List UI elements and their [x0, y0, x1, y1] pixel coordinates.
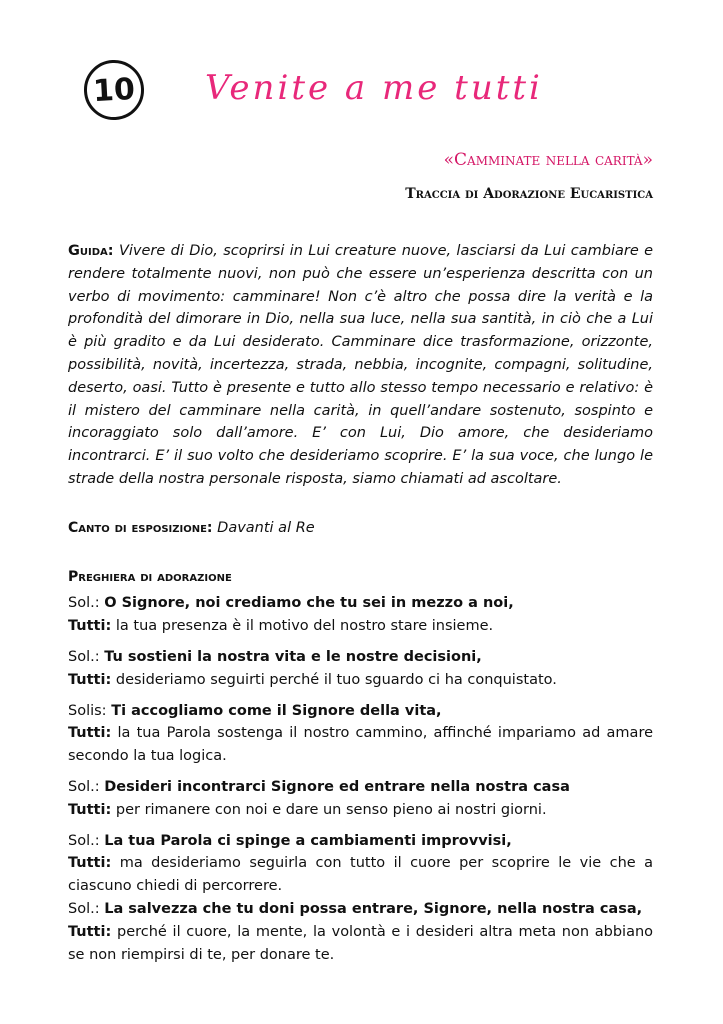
chapter-number-badge: 10 — [82, 58, 145, 121]
page-header — [0, 0, 723, 140]
tutti-label: Tutti: — [68, 801, 112, 818]
sol-text: La salvezza che tu doni possa entrare, Signore, nella nostra casa, — [104, 900, 643, 917]
sol-label: Sol.: — [68, 595, 100, 612]
canto-label: Canto di esposizione: — [68, 519, 213, 536]
prayer-item — [68, 592, 653, 638]
tutti-text: la tua presenza è il motivo del nostro stare insieme. — [115, 618, 494, 635]
prayer-item — [68, 776, 653, 822]
document-body — [68, 240, 653, 974]
sol-label: Sol.: — [68, 832, 100, 849]
guida-paragraph — [68, 240, 653, 491]
guida-label: Guida: — [68, 243, 114, 259]
tutti-text: per rimanere con noi e dare un senso pieno ai nostri giorni. — [115, 801, 547, 818]
sol-text: La tua Parola ci spinge a cambiamenti improvvisi, — [104, 832, 512, 849]
section-subtitle-secondary: Traccia di Adorazione Eucaristica — [405, 186, 653, 202]
tutti-label: Tutti: — [68, 855, 112, 872]
prayer-item — [68, 700, 653, 768]
sol-text: Desideri incontrarci Signore ed entrare nella nostra casa — [104, 778, 570, 795]
sol-label: Sol.: — [68, 900, 100, 917]
tutti-label: Tutti: — [68, 923, 112, 940]
tutti-text: la tua Parola sostenga il nostro cammino, affinché impariamo ad amare secondo la tua logica. — [68, 725, 654, 765]
prayer-item — [68, 898, 653, 966]
prayer-item — [68, 646, 653, 692]
canto-title: Davanti al Re — [217, 519, 315, 536]
sol-text: Tu sostieni la nostra vita e le nostre decisioni, — [104, 648, 482, 665]
sol-label: Sol.: — [68, 778, 100, 795]
tutti-text: desideriamo seguirti perché il tuo sguardo ci ha conquistato. — [115, 671, 557, 688]
guida-text: Vivere di Dio, scoprirsi in Lui creature nuove, lasciarsi da Lui cambiare e rendere totalmente nuovi, non può che essere un’esperienza descritta con un verbo di movimento: camminare! Non c’è altro che possa dire la verità e la profondità del dimorare in Dio, nella sua luce, nella sua santità, in ciò che a Lui è più gradito e da Lui desiderato. Camminare dice trasformazione, orizzonte, possibilità, novità, incertezza, strada, nebbia, incognite, compagni, solitudine, deserto, oasi. Tutto è presente e tutto allo stesso tempo necessario e relativo: è il mistero del camminare nella carità, in quell’andare sostenuto, sospinto e incoraggiato solo dall’amore. E’ con Lui, Dio amore, che desideriamo incontrarci. E’ il suo volto che desideriamo scoprire. E’ la sua voce, che lungo le strade della nostra personale risposta, siamo chiamati ad ascoltare. — [68, 243, 653, 487]
page-title: Venite a me tutti — [205, 68, 543, 108]
tutti-label: Tutti: — [68, 725, 112, 742]
tutti-label: Tutti: — [68, 671, 112, 688]
preghiera-heading: Preghiera di adorazione — [68, 568, 232, 585]
prayer-item — [68, 830, 653, 898]
tutti-text: ma desideriamo seguirla con tutto il cuore per scoprire le vie che a ciascuno chiedi di percorrere. — [68, 855, 654, 895]
tutti-label: Tutti: — [68, 618, 112, 635]
tutti-text: perché il cuore, la mente, la volontà e i desideri altra meta non abbiano se non riempirsi di te, per donare te. — [68, 923, 654, 963]
section-subtitle: «Camminate nella carità» — [443, 150, 653, 170]
sol-label: Solis: — [68, 702, 107, 719]
sol-text: Ti accogliamo come il Signore della vita, — [111, 702, 442, 719]
sol-label: Sol.: — [68, 648, 100, 665]
sol-text: O Signore, noi crediamo che tu sei in mezzo a noi, — [104, 595, 514, 612]
canto-line — [68, 517, 653, 540]
